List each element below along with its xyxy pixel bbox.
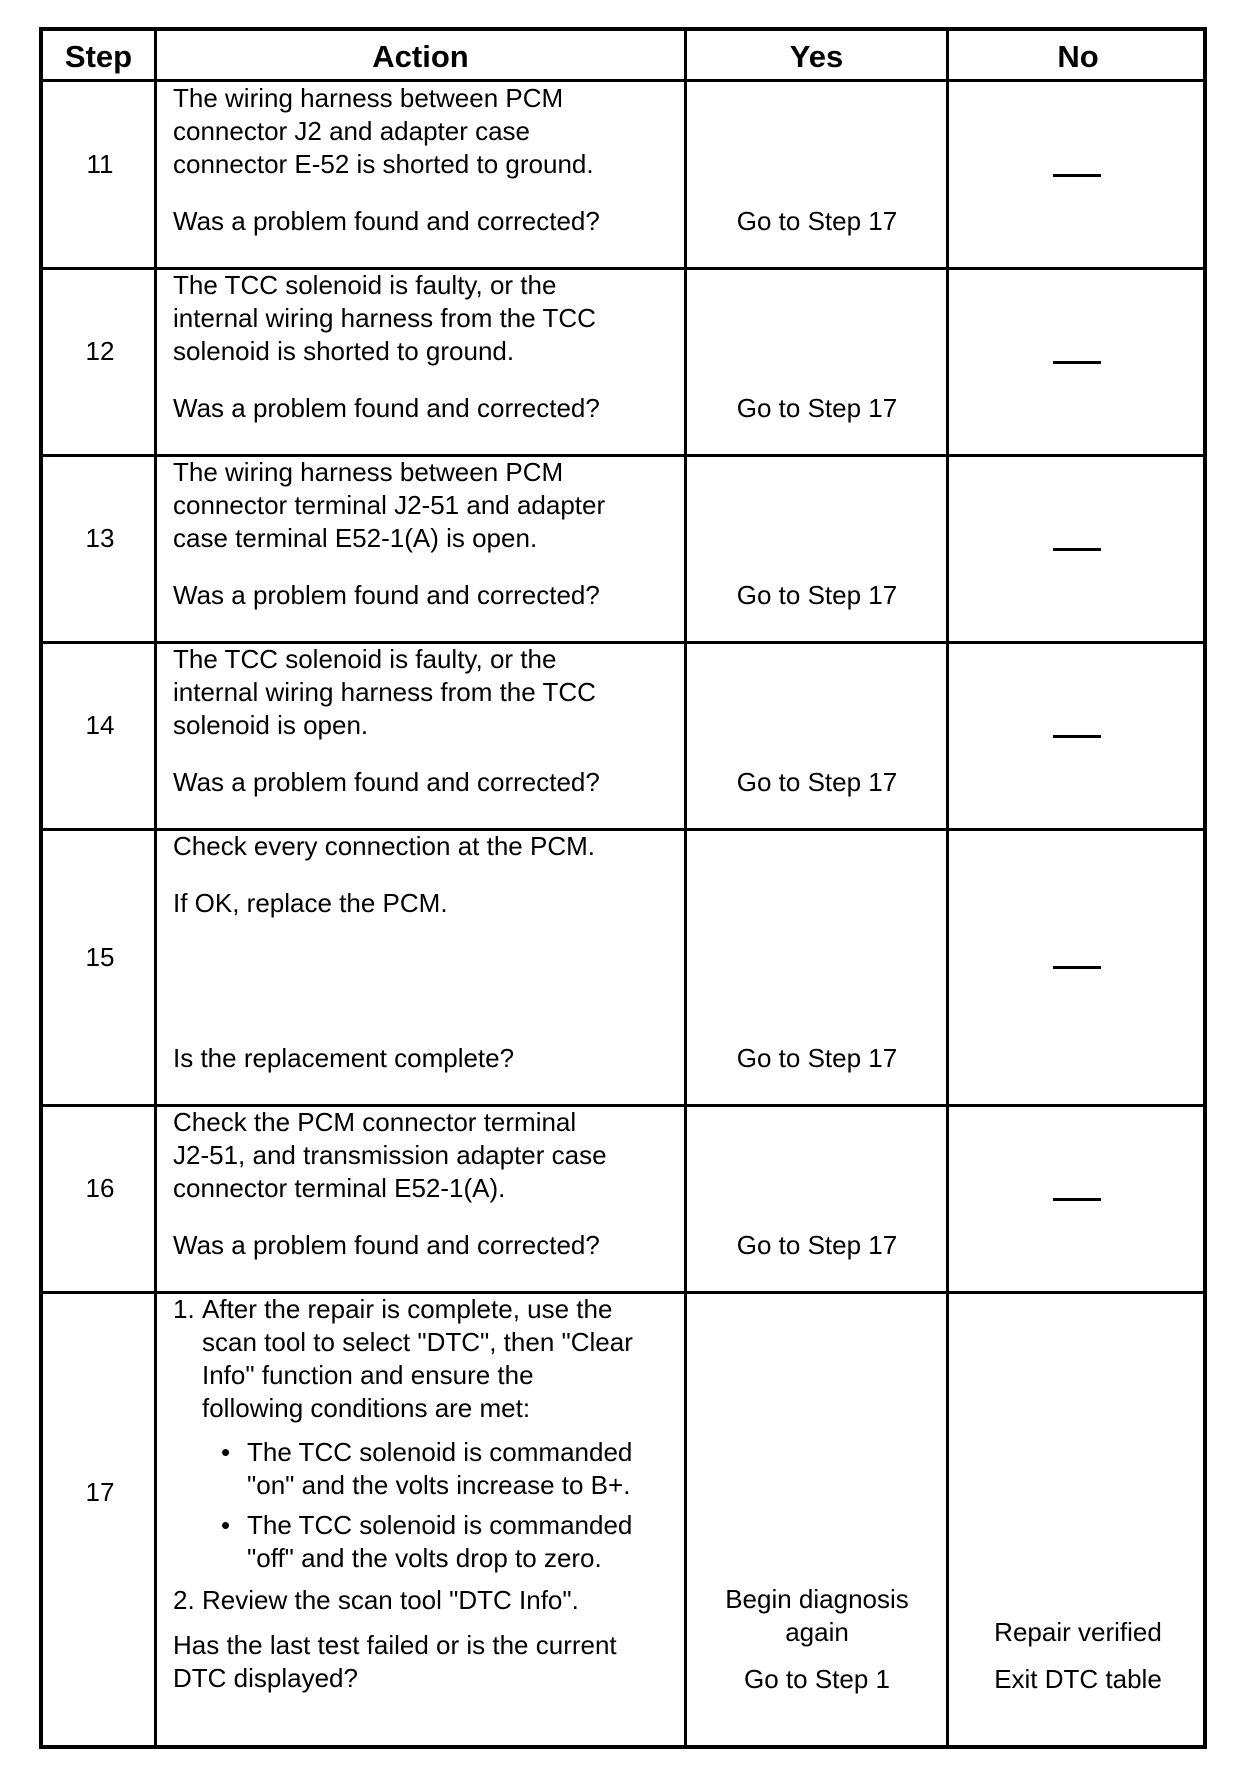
no-dash <box>1053 361 1101 364</box>
yes-result: Go to Step 17 <box>736 1043 898 1073</box>
column-divider <box>946 31 949 1745</box>
yes-result: Go to Step 17 <box>736 206 898 236</box>
action-text: The TCC solenoid is faulty, or the internal wiring harness from the TCC solenoid is shorted to ground. <box>173 270 596 366</box>
list-text: After the repair is complete, use the scan tool to select "DTC", then "Clear Info" function and ensure the following conditions are met: <box>202 1294 633 1423</box>
header-no: No <box>1057 39 1099 74</box>
action-question: Was a problem found and corrected? <box>173 580 600 610</box>
step-number: 13 <box>85 523 115 553</box>
action-text: Check the PCM connector terminal J2-51, and transmission adapter case connector terminal E52-1(A). <box>173 1107 607 1203</box>
step-number: 12 <box>85 336 115 366</box>
list-number: 2. <box>173 1585 195 1615</box>
diagnostic-table <box>39 27 1207 1749</box>
yes-result-goto: Go to Step 1 <box>744 1664 890 1694</box>
list-item <box>43 1293 683 1433</box>
action-text: The wiring harness between PCM connector J2 and adapter case connector E-52 is shorted to ground. <box>173 83 594 179</box>
yes-result: Go to Step 17 <box>736 393 898 423</box>
bullet-icon: • <box>221 1437 231 1467</box>
list-text: Review the scan tool "DTC Info". <box>202 1585 579 1615</box>
action-question: Was a problem found and corrected? <box>173 206 600 236</box>
no-result: Repair verified <box>994 1617 1162 1647</box>
action-text: The wiring harness between PCM connector terminal J2-51 and adapter case terminal E52-1(A) is open. <box>173 457 606 553</box>
no-dash <box>1053 174 1101 177</box>
bullet-item <box>43 1436 683 1506</box>
step-number: 17 <box>85 1477 115 1507</box>
yes-result: Go to Step 17 <box>736 580 898 610</box>
step-number: 14 <box>85 710 115 740</box>
action-question: Is the replacement complete? <box>173 1043 515 1073</box>
bullet-text: The TCC solenoid is commanded "off" and the volts drop to zero. <box>247 1510 633 1573</box>
header-yes: Yes <box>789 39 844 74</box>
list-number: 1. <box>173 1294 195 1324</box>
action-question: Was a problem found and corrected? <box>173 1230 600 1260</box>
no-result-exit: Exit DTC table <box>994 1664 1162 1694</box>
no-dash <box>1053 966 1101 969</box>
step-number: 15 <box>85 942 115 972</box>
no-dash <box>1053 548 1101 551</box>
no-dash <box>1053 735 1101 738</box>
no-dash <box>1053 1198 1101 1201</box>
yes-result: Begin diagnosis again <box>725 1584 909 1647</box>
list-item <box>43 1584 683 1619</box>
bullet-item <box>43 1509 683 1579</box>
header-action: Action <box>372 39 469 74</box>
yes-result: Go to Step 17 <box>736 1230 898 1260</box>
step-number: 11 <box>86 149 114 179</box>
action-question: Has the last test failed or is the current DTC displayed? <box>173 1630 617 1693</box>
action-question: Was a problem found and corrected? <box>173 767 600 797</box>
action-text: Check every connection at the PCM. <box>173 831 595 861</box>
action-text: The TCC solenoid is faulty, or the internal wiring harness from the TCC solenoid is open. <box>173 644 596 740</box>
action-text-secondary: If OK, replace the PCM. <box>173 888 448 918</box>
bullet-text: The TCC solenoid is commanded "on" and the volts increase to B+. <box>247 1437 633 1500</box>
header-step: Step <box>64 39 133 74</box>
yes-result: Go to Step 17 <box>736 767 898 797</box>
bullet-icon: • <box>221 1510 231 1540</box>
step-number: 16 <box>85 1173 115 1203</box>
action-question: Was a problem found and corrected? <box>173 393 600 423</box>
